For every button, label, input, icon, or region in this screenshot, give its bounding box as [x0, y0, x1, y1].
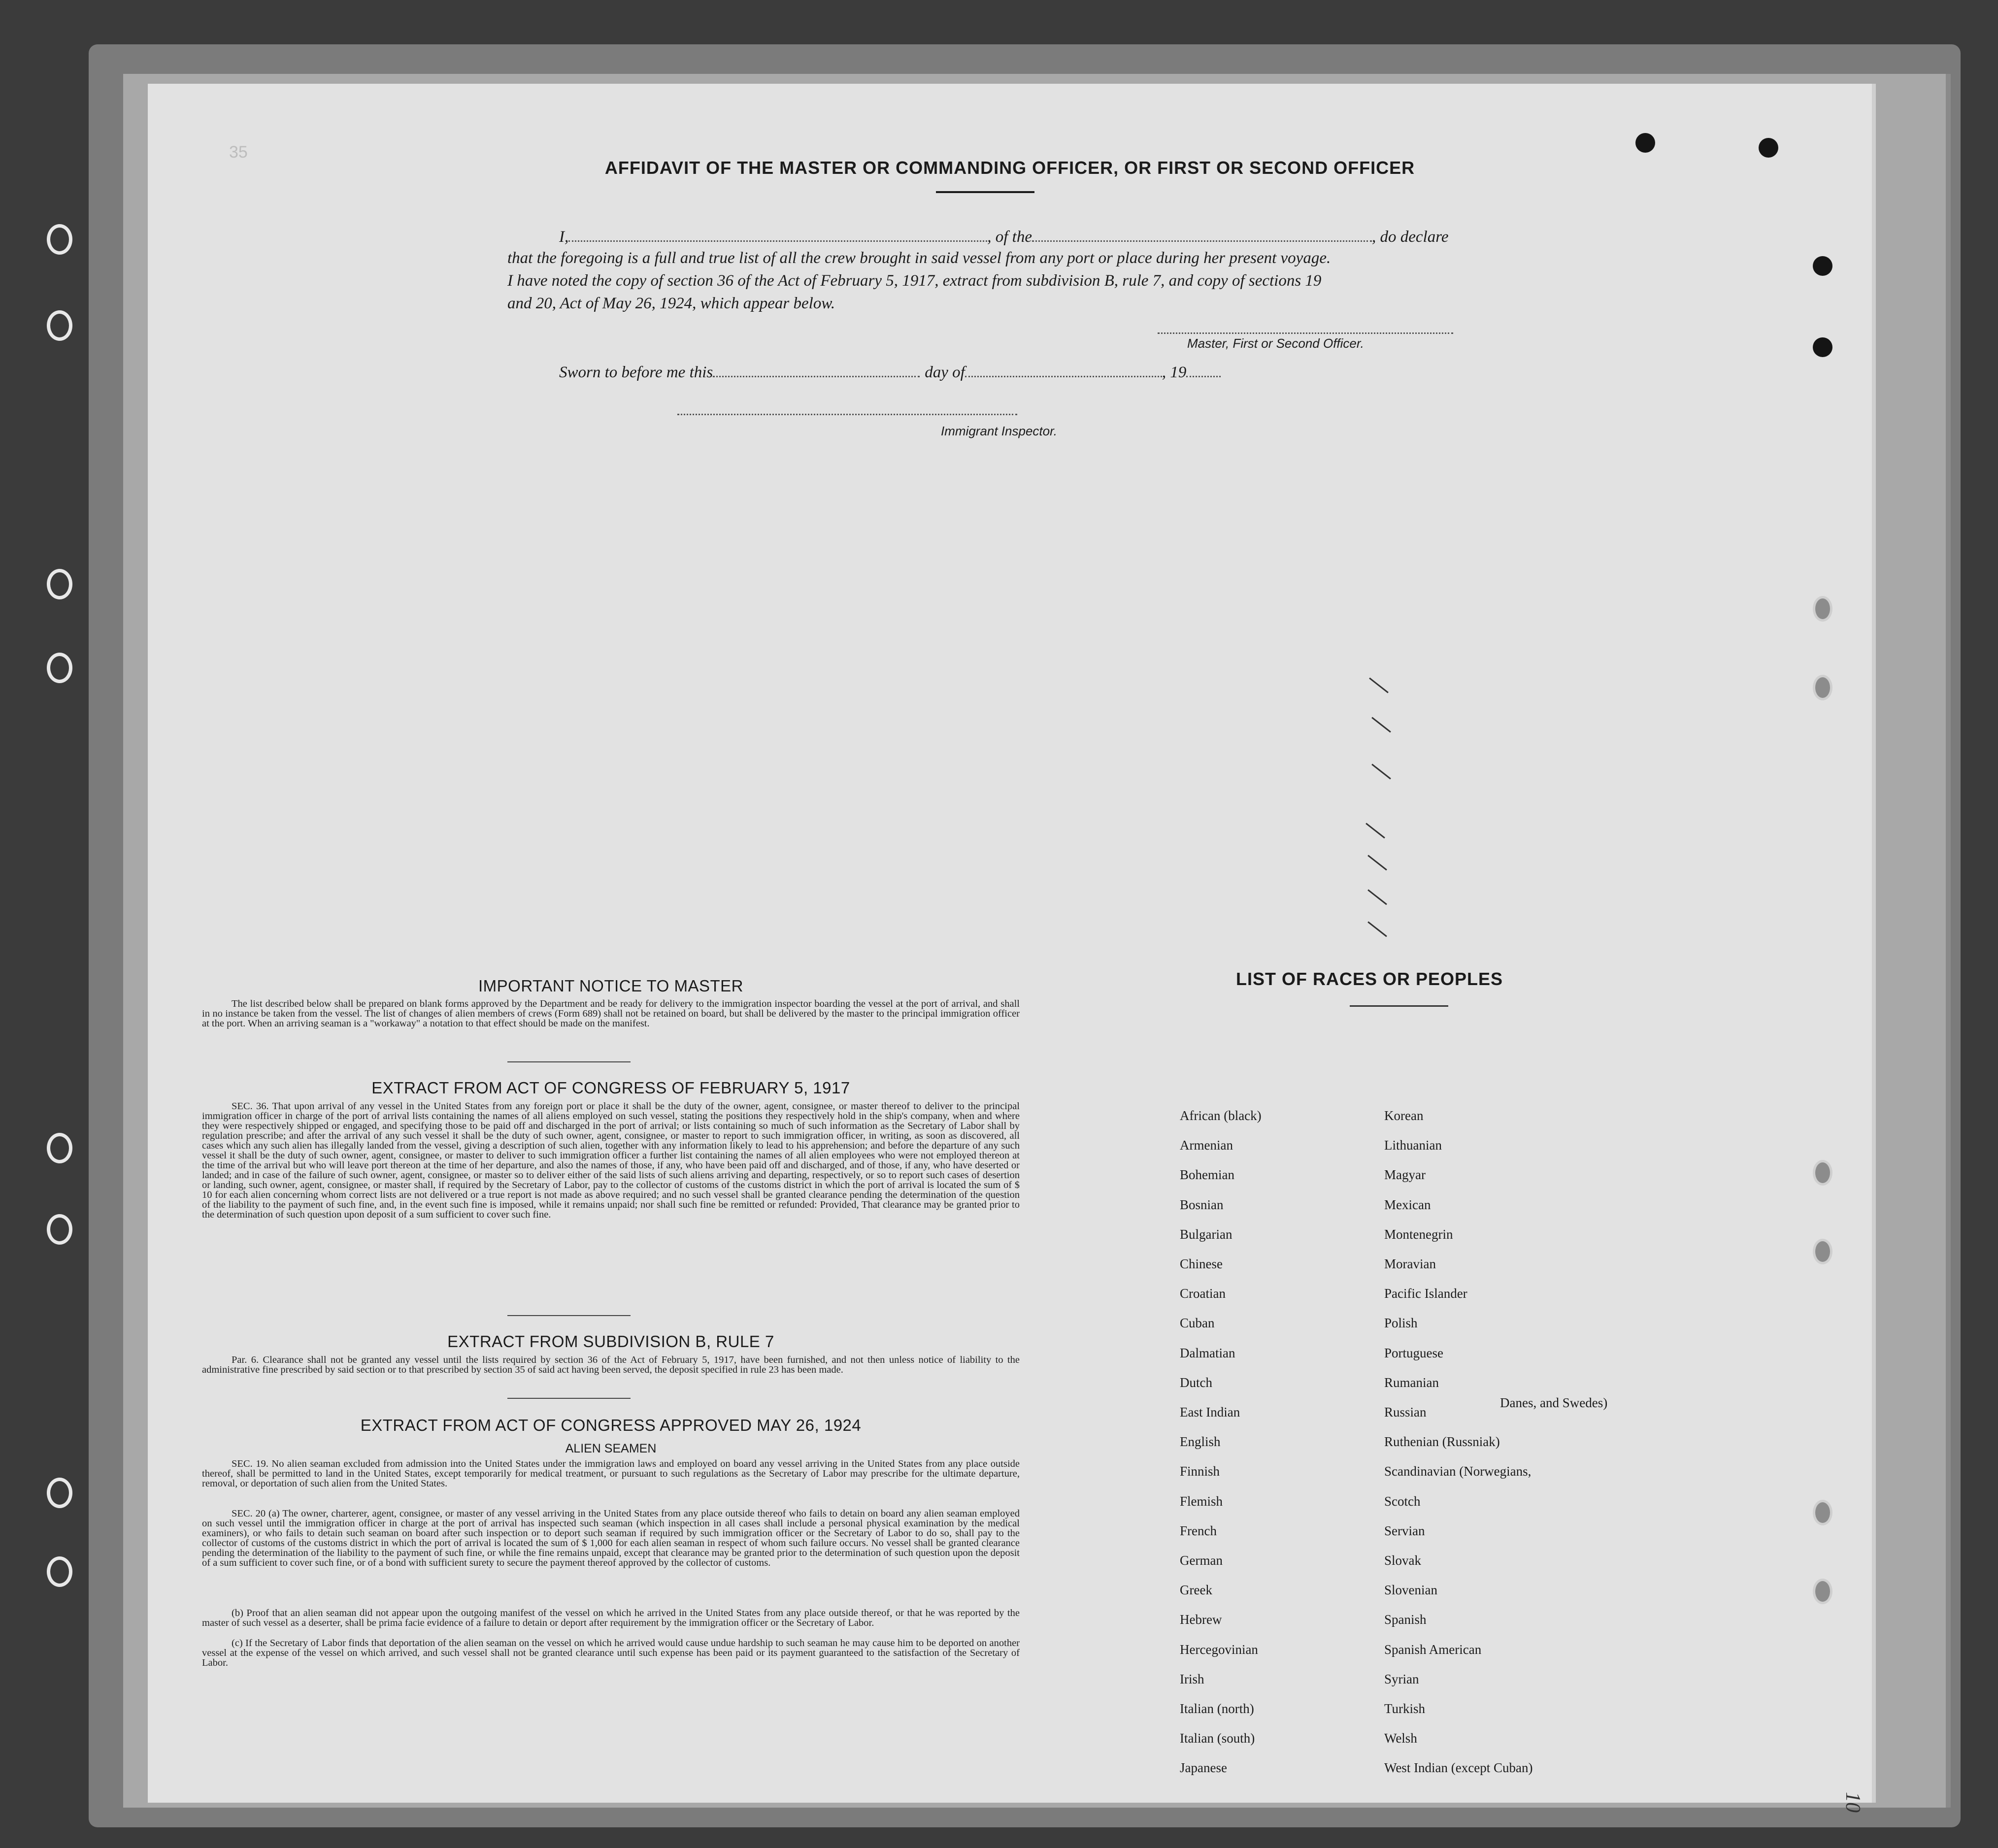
race-item: English	[1180, 1434, 1221, 1449]
race-item: Armenian	[1180, 1138, 1233, 1153]
sworn-text: Sworn to before me this	[559, 363, 713, 381]
punch-hole	[1813, 1579, 1832, 1604]
extract-1917-body: SEC. 36. That upon arrival of any vessel in the United States from any foreign port or place it shall be the duty of the owner, agent, consignee, or master thereof to deliver to the principal immigration officer in charge of the port of arrival lists containing the names of all aliens employed on such vessel, stating the positions they respectively hold in the ship's company, when and where they were respectively shipped or engaged, and specifying those to be paid off and discharged in the port of arrival; or lists containing so much of such information as the Secretary of Labor shall by regulation prescribe; and after the arrival of any such vessel it shall be the duty of such owner, agent, consignee, or master to report to such immigration officer, in writing, as soon as discovered, all cases which any such alien has illegally landed from the vessel, giving a description of such alien, together with any information likely to lead to his apprehension; and before the departure of any such vessel it shall be the duty of such owner, agent, consignee, or master to deliver to such immigration officer a further list containing the names of all alien employees who were not employed thereon at the time of the arrival but who will leave port thereon at the time of her departure, and also the names of those, if any, who have been paid off and discharged, and of those, if any, who have deserted or landed; and in case of the failure of such owner, agent, consignee, or master so to deliver either of the said lists of such aliens arriving and departing, respectively, or so to report such cases of desertion or landing, such owner, agent, consignee, or master shall, if required by the Secretary of Labor, pay to the collector of customs of the customs district in which the port of arrival is located the sum of $ 10 for each alien concerning whom correct lists are not delivered or a true report is not made as above required; and no such vessel shall be granted clearance pending the determination of the question of the liability to the payment of such fine, and, in the event such fine is imposed, while it remains unpaid; nor shall such fine be remitted or refunded: Provided, That clearance may be granted prior to the determination of such question upon deposit of a sum sufficient to cover such fine.	[202, 1101, 1020, 1220]
race-item: Syrian	[1384, 1672, 1419, 1686]
notice-body: The list described below shall be prepared on blank forms approved by the Department and be ready for delivery to the immigration inspector boarding the vessel at the port of arrival, and shall in no instance be taken from the vessel. The list of changes of alien members of crews (Form 689) shall not be retained on board, but shall be delivered by the master to the principal immigration officer at the port. When an arriving seaman is a "workaway" a notation to that effect should be made on the manifest.	[202, 998, 1020, 1029]
name-blank	[568, 224, 987, 242]
year-blank	[1186, 360, 1221, 377]
page-number: 10	[1841, 1792, 1864, 1813]
extract-rule7-title: EXTRACT FROM SUBDIVISION B, RULE 7	[447, 1332, 774, 1351]
race-item: Rumanian	[1384, 1375, 1439, 1390]
binder-hole	[47, 653, 72, 683]
binder-hole	[47, 569, 72, 599]
race-item: Pacific Islander	[1384, 1286, 1467, 1301]
race-item: Hercegovinian	[1180, 1642, 1258, 1657]
binder-hole	[47, 1214, 72, 1245]
race-item: Servian	[1384, 1523, 1425, 1538]
race-item: West Indian (except Cuban)	[1384, 1760, 1533, 1775]
notice-title: IMPORTANT NOTICE TO MASTER	[478, 977, 743, 995]
binder-hole	[47, 1556, 72, 1587]
pencil-mark	[1367, 855, 1387, 871]
extract-rule7-body: Par. 6. Clearance shall not be granted any vessel until the lists required by section 36 of the Act of February 5, 1917, have been furnished, and not then unless notice of liability to the administrative fine prescribed by said section or to that prescribed by section 35 of said act having been served, the deposit specified in rule 23 has been made.	[202, 1354, 1020, 1375]
punch-hole	[1813, 596, 1832, 622]
section-rule	[507, 1315, 631, 1316]
race-item: Japanese	[1180, 1760, 1227, 1775]
inspector-label: Immigrant Inspector.	[941, 424, 1058, 438]
punch-hole	[1813, 256, 1832, 276]
race-item: Turkish	[1384, 1701, 1426, 1716]
race-item: Scotch	[1384, 1494, 1421, 1509]
binder-hole	[47, 1478, 72, 1508]
master-signature-line	[1158, 332, 1453, 334]
race-item: Scandinavian (Norwegians,	[1384, 1464, 1532, 1479]
year-prefix: , 19	[1162, 363, 1187, 381]
extract-1924-sec20a: SEC. 20 (a) The owner, charterer, agent, consignee, or master of any vessel arriving in the United States from any place outside thereof who fails to detain on board any alien seaman employed on such vessel until the immigration officer in charge at the port of arrival has inspected such seaman (which inspection in all cases shall include a personal physical examination by the medical examiners), or who fails to detain such seaman on board after such inspection or to deport such seaman if required by such immigration officer or the Secretary of Labor to do so, shall pay to the collector of customs of the customs district in which the port of arrival is located the sum of $ 1,000 for each alien seaman in respect of whom such failure occurs. No vessel shall be granted clearance pending the determination of the liability to the payment of such fine, or while the fine remains unpaid, except that clearance may be granted prior to the determination of such question upon the deposit of a sum sufficient to cover such fine, or of a bond with sufficient surety to secure the payment thereof approved by the collector of customs.	[202, 1508, 1020, 1568]
margin-mark: 35	[229, 143, 248, 162]
race-item: Bohemian	[1180, 1167, 1234, 1182]
race-item: Flemish	[1180, 1494, 1223, 1509]
affidavit-line-4: and 20, Act of May 26, 1924, which appear below.	[507, 295, 835, 312]
pencil-mark	[1371, 764, 1391, 780]
master-label: Master, First or Second Officer.	[1187, 336, 1364, 351]
punch-hole	[1759, 138, 1778, 158]
races-title: LIST OF RACES OR PEOPLES	[1235, 969, 1503, 989]
race-item: Bulgarian	[1180, 1227, 1232, 1242]
race-item: Bosnian	[1180, 1197, 1224, 1212]
race-item: Polish	[1384, 1316, 1418, 1330]
affidavit-line-1	[507, 224, 1507, 248]
extract-1924-title: EXTRACT FROM ACT OF CONGRESS APPROVED MAY 26, 1924	[360, 1416, 862, 1434]
extract-1924-sec20c: (c) If the Secretary of Labor finds that deportation of the alien seaman on the vessel on which he arrived would cause undue hardship to such seaman he may cause him to be deported on another vessel at the expense of the vessel on which arrived, and such vessel shall not be granted clearance until such expense has been paid or its payment guaranteed to the satisfaction of the Secretary of Labor.	[202, 1638, 1020, 1668]
punch-hole	[1635, 133, 1655, 153]
race-item: Slovenian	[1384, 1583, 1437, 1597]
race-item: Dutch	[1180, 1375, 1212, 1390]
section-rule	[507, 1061, 631, 1062]
race-item: Spanish	[1384, 1612, 1427, 1627]
race-item: East Indian	[1180, 1405, 1240, 1419]
pencil-mark	[1371, 717, 1391, 733]
race-item: Lithuanian	[1384, 1138, 1442, 1153]
pencil-mark	[1365, 823, 1385, 839]
race-item: Irish	[1180, 1672, 1204, 1686]
race-item: Russian	[1384, 1405, 1427, 1419]
punch-hole	[1813, 1500, 1832, 1525]
extract-1924-sec19: SEC. 19. No alien seaman excluded from admission into the United States under the immigration laws and employed on board any vessel arriving in the United States from any place outside thereof, shall be permitted to land in the United States, except temporarily for medical treatment, or pursuant to such regulations as the Secretary of Labor may prescribe for the ultimate departure, removal, or deportation of such alien from the United States.	[202, 1458, 1020, 1489]
binder-hole	[47, 310, 72, 341]
race-item: Dalmatian	[1180, 1346, 1235, 1360]
affidavit-do-declare: , do declare	[1371, 228, 1449, 246]
binder-hole	[47, 1133, 72, 1163]
punch-hole	[1813, 337, 1832, 357]
pencil-mark	[1369, 678, 1389, 693]
race-item: Croatian	[1180, 1286, 1226, 1301]
sworn-line	[559, 360, 1249, 384]
affidavit-title: AFFIDAVIT OF THE MASTER OR COMMANDING OFFICER, OR FIRST OR SECOND OFFICER	[604, 158, 1415, 178]
races-title-rule	[1350, 1005, 1448, 1007]
race-item: Slovak	[1384, 1553, 1422, 1568]
race-item: African (black)	[1180, 1108, 1262, 1123]
race-item: Chinese	[1180, 1256, 1223, 1271]
race-item: Mexican	[1384, 1197, 1431, 1212]
race-item: Greek	[1180, 1583, 1212, 1597]
extract-1917-title: EXTRACT FROM ACT OF CONGRESS OF FEBRUARY 5, 1917	[371, 1079, 850, 1097]
section-rule	[507, 1398, 631, 1399]
race-item: Korean	[1384, 1108, 1424, 1123]
race-item: Finnish	[1180, 1464, 1220, 1479]
extract-1924-sec20b: (b) Proof that an alien seaman did not appear upon the outgoing manifest of the vessel on which he arrived in the United States from any place outside thereof, or that he was reported by the master of such vessel as a deserter, shall be prima facie evidence of a failure to detain or deport after requirement by the immigration officer or the Secretary of Labor.	[202, 1608, 1020, 1628]
race-item: Welsh	[1384, 1731, 1417, 1746]
affidavit-of-the: , of the	[987, 228, 1032, 246]
race-item: Magyar	[1384, 1167, 1426, 1182]
race-item: Ruthenian (Russniak)	[1384, 1434, 1500, 1449]
day-blank	[713, 360, 920, 377]
inspector-signature-line	[677, 414, 1017, 415]
vessel-blank	[1032, 224, 1372, 242]
race-item: Hebrew	[1180, 1612, 1222, 1627]
month-blank	[965, 360, 1162, 377]
race-item: French	[1180, 1523, 1217, 1538]
race-item: Moravian	[1384, 1256, 1436, 1271]
title-rule	[936, 191, 1034, 193]
race-item-continuation: Danes, and Swedes)	[1500, 1395, 1608, 1410]
race-item: Italian (south)	[1180, 1731, 1255, 1746]
document-page	[148, 84, 1876, 1813]
affidavit-i: I,	[559, 228, 569, 246]
race-item: German	[1180, 1553, 1223, 1568]
pencil-mark	[1367, 922, 1387, 937]
race-item: Cuban	[1180, 1316, 1215, 1330]
day-of-text: day of	[925, 363, 965, 381]
race-item: Spanish American	[1384, 1642, 1482, 1657]
race-item: Montenegrin	[1384, 1227, 1453, 1242]
pencil-mark	[1367, 890, 1387, 905]
extract-1924-subtitle: ALIEN SEAMEN	[565, 1442, 657, 1455]
punch-hole	[1813, 1239, 1832, 1264]
race-item: Portuguese	[1384, 1346, 1443, 1360]
affidavit-line-2: that the foregoing is a full and true list of all the crew brought in said vessel from any port or place during her present voyage.	[507, 249, 1331, 267]
affidavit-line-3: I have noted the copy of section 36 of the Act of February 5, 1917, extract from subdivision B, rule 7, and copy of sections 19	[507, 272, 1322, 290]
punch-hole	[1813, 675, 1832, 700]
binder-hole	[47, 224, 72, 255]
race-item: Italian (north)	[1180, 1701, 1254, 1716]
punch-hole	[1813, 1160, 1832, 1186]
